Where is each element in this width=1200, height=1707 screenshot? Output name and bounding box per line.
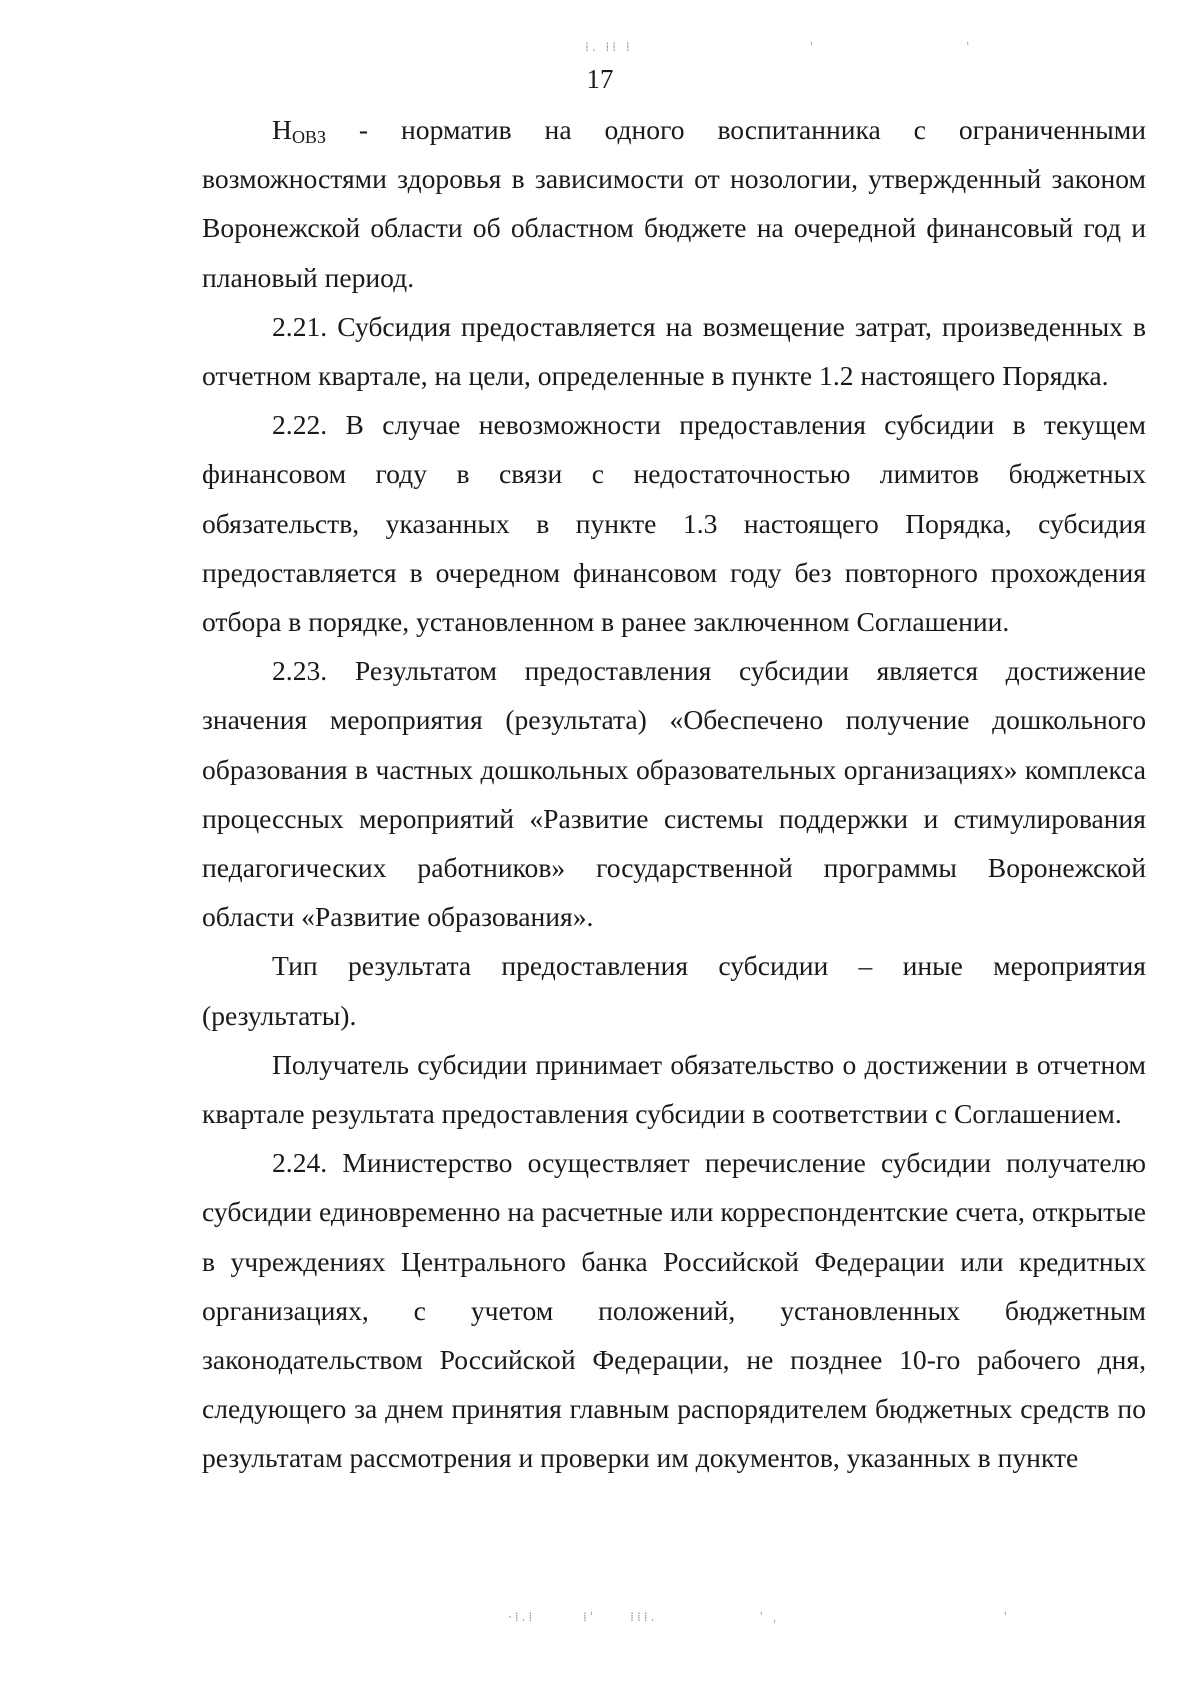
paragraph-clause-2-21: 2.21. Субсидия предоставляется на возмещение затрат, произведенных в отчетном квартале, на цели, определенные в пункте 1.2 настоящего Порядка. xyxy=(202,310,1146,392)
paragraph-clause-2-22: 2.22. В случае невозможности предоставления субсидии в текущем финансовом году в связи с недостаточностью лимитов бюджетных обязательств, указанных в пункте 1.3 настоящего Порядка, субсидия предоставляется в очередном финансовом году без повторного прохождения отбора в порядке, установленном в ранее заключенном Соглашении. xyxy=(202,409,1146,638)
paragraph-clause-2-24: 2.24. Министерство осуществляет перечисление субсидии получателю субсидии единовременно на расчетные или корреспондентские счета, открытые в учреждениях Центрального банка Российской Федерации или кредитных организациях, с учетом положений, установленных бюджетным законодательством Российской Федерации, не позднее 10-го рабочего дня, следующего за днем принятия главным распорядителем бюджетных средств по результатам рассмотрения и проверки им документов, указанных в пункте xyxy=(202,1147,1146,1474)
paragraph-result-type: Тип результата предоставления субсидии – иные мероприятия (результаты). xyxy=(202,950,1146,1031)
paragraph-recipient-obligation: Получатель субсидии принимает обязательство о достижении в отчетном квартале результата предоставления субсидии в соответствии с Соглашением. xyxy=(202,1048,1146,1130)
norm-symbol: $Н_{ОВЗ}$ xyxy=(272,114,326,147)
scan-noise-bottom: ·⁞.⁞ ⁞ˈ ⁞⁞⁞. ˈ ˌ ˈ xyxy=(508,1610,1011,1624)
paragraph-clause-2-23: 2.23. Результатом предоставления субсидии является достижение значения мероприятия (результата) «Обеспечено получение дошкольного образования в частных дошкольных образовательных организациях» комплекса процессных мероприятий «Развитие системы поддержки и стимулирования педагогических работников» государственной программы Воронежской области «Развитие образования». xyxy=(202,655,1146,933)
paragraph-novz-definition xyxy=(202,105,1146,302)
document-body xyxy=(202,105,1146,1483)
page-number: 17 xyxy=(586,64,614,94)
paragraph-text: - норматив на одного воспитанника с ограниченными возможностями здоровья в зависимости от нозологии, утвержденный законом Воронежской области об областном бюджете на очередной финансовый год и плановый период. xyxy=(202,114,1146,293)
scan-noise-top: ⁞. ⁞⁞ ⁞ ˈ ˈ xyxy=(585,40,973,54)
